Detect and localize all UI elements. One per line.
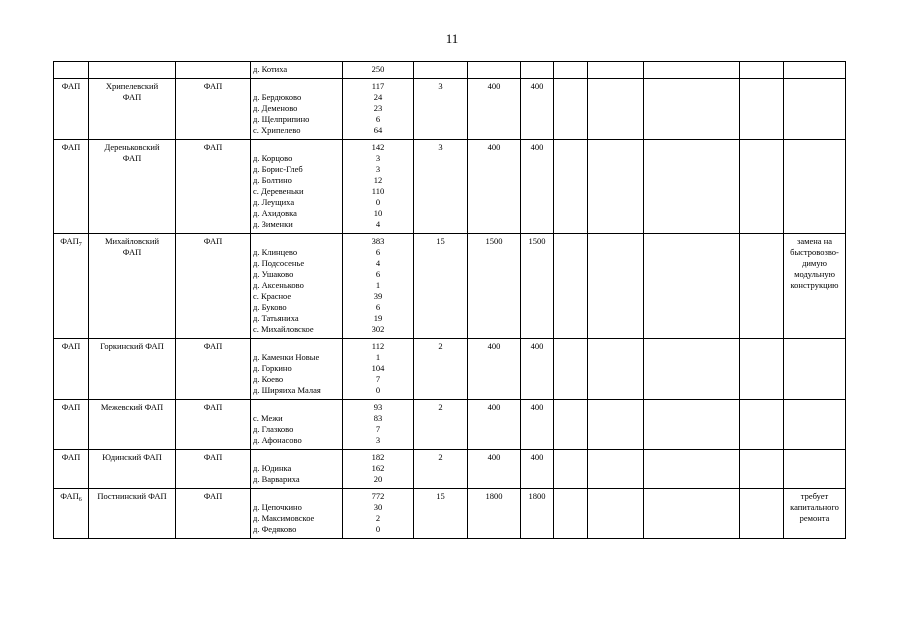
population-value: 23 bbox=[373, 103, 383, 113]
population-value: 2 bbox=[375, 513, 381, 523]
settlement-name: д. Глазково bbox=[253, 424, 294, 434]
population-value: 4 bbox=[375, 219, 381, 229]
population-cell bbox=[343, 62, 414, 79]
settlement-name: д. Аксеньково bbox=[253, 280, 304, 290]
value-col5: 2 bbox=[438, 341, 443, 351]
spacer bbox=[253, 236, 340, 247]
empty-cell bbox=[588, 62, 644, 79]
facility-form-cell bbox=[176, 400, 251, 450]
settlement-name: д. Федяково bbox=[253, 524, 297, 534]
facility-type: ФАП bbox=[60, 236, 79, 246]
facility-type: ФАП bbox=[61, 81, 81, 91]
settlements-cell bbox=[251, 62, 343, 79]
value-cell bbox=[468, 489, 521, 539]
settlements-cell bbox=[251, 489, 343, 539]
note-cell bbox=[784, 450, 846, 489]
value-col5: 2 bbox=[438, 402, 443, 412]
value-col7: 400 bbox=[530, 142, 544, 152]
facility-type-cell bbox=[54, 62, 89, 79]
value-cell bbox=[414, 140, 468, 234]
empty-cell bbox=[644, 140, 740, 234]
settlement-name: д. Подсосенье bbox=[253, 258, 305, 268]
population-value: 83 bbox=[373, 413, 383, 423]
note-line: капитального bbox=[790, 502, 839, 512]
value-cell bbox=[414, 489, 468, 539]
empty-cell bbox=[554, 450, 588, 489]
settlement-name: д. Леущиха bbox=[253, 197, 295, 207]
settlement-name: д. Клинцево bbox=[253, 247, 298, 257]
facility-form-cell bbox=[176, 234, 251, 339]
empty-cell bbox=[644, 62, 740, 79]
population-value: 383 bbox=[371, 236, 385, 246]
facility-name-cell bbox=[89, 339, 176, 400]
facility-type: ФАП bbox=[61, 452, 81, 462]
empty-cell bbox=[588, 79, 644, 140]
table-row bbox=[54, 450, 846, 489]
note-cell bbox=[784, 339, 846, 400]
note-line: требует bbox=[800, 491, 829, 501]
facility-name-line: Постнинский ФАП bbox=[97, 491, 167, 501]
empty-cell bbox=[740, 450, 784, 489]
facility-name-line: Хрипелевский bbox=[105, 81, 159, 91]
settlement-name: д. Каменки Новые bbox=[253, 352, 320, 362]
facility-type-cell bbox=[54, 450, 89, 489]
value-col7: 400 bbox=[530, 341, 544, 351]
settlement-name: с. Деревеньки bbox=[253, 186, 304, 196]
settlement-name: д. Ахидовка bbox=[253, 208, 297, 218]
facility-form: ФАП bbox=[203, 236, 223, 246]
facility-name-line: Михайловский bbox=[104, 236, 160, 246]
settlements-cell bbox=[251, 400, 343, 450]
settlement-name: д. Зименки bbox=[253, 219, 293, 229]
facility-type-cell bbox=[54, 140, 89, 234]
empty-cell bbox=[588, 140, 644, 234]
table-row bbox=[54, 339, 846, 400]
value-cell bbox=[468, 400, 521, 450]
facilities-table bbox=[53, 61, 846, 539]
facility-name-line: ФАП bbox=[122, 247, 142, 257]
value-col5: 3 bbox=[438, 81, 443, 91]
facility-type: ФАП bbox=[61, 402, 81, 412]
population-value: 3 bbox=[375, 153, 381, 163]
population-value: 6 bbox=[375, 302, 381, 312]
value-cell bbox=[521, 450, 554, 489]
population-value: 6 bbox=[375, 269, 381, 279]
population-cell bbox=[343, 400, 414, 450]
facility-form-cell bbox=[176, 62, 251, 79]
population-value: 93 bbox=[373, 402, 383, 412]
note-line: замена на bbox=[796, 236, 833, 246]
population-value: 7 bbox=[375, 424, 381, 434]
empty-cell bbox=[554, 489, 588, 539]
population-value: 0 bbox=[375, 385, 381, 395]
population-cell bbox=[343, 79, 414, 140]
empty-cell bbox=[740, 234, 784, 339]
value-col5: 2 bbox=[438, 452, 443, 462]
facility-type-cell bbox=[54, 339, 89, 400]
population-value: 182 bbox=[371, 452, 385, 462]
value-cell bbox=[414, 79, 468, 140]
spacer bbox=[253, 341, 340, 352]
table-row bbox=[54, 234, 846, 339]
population-value: 117 bbox=[371, 81, 385, 91]
facility-type: ФАП bbox=[60, 491, 79, 501]
facility-type: ФАП bbox=[61, 142, 81, 152]
population-value: 0 bbox=[375, 197, 381, 207]
settlement-name: д. Цепочкино bbox=[253, 502, 302, 512]
note-line: конструкцию bbox=[790, 280, 839, 290]
facility-form-cell bbox=[176, 489, 251, 539]
value-col7: 400 bbox=[530, 81, 544, 91]
value-cell bbox=[414, 234, 468, 339]
facility-type-subscript: 6 bbox=[78, 497, 82, 503]
facility-form: ФАП bbox=[203, 402, 223, 412]
spacer bbox=[253, 402, 340, 413]
facility-name-cell bbox=[89, 140, 176, 234]
value-cell bbox=[414, 339, 468, 400]
empty-cell bbox=[740, 79, 784, 140]
value-cell bbox=[468, 234, 521, 339]
note-cell bbox=[784, 62, 846, 79]
table-row bbox=[54, 79, 846, 140]
settlement-name: д. Борис-Глеб bbox=[253, 164, 303, 174]
value-cell bbox=[521, 339, 554, 400]
settlement-name: д. Максимовское bbox=[253, 513, 315, 523]
empty-cell bbox=[644, 450, 740, 489]
value-cell bbox=[468, 79, 521, 140]
value-col6: 1500 bbox=[485, 236, 503, 246]
facility-form: ФАП bbox=[203, 341, 223, 351]
population-value: 0 bbox=[375, 524, 381, 534]
empty-cell bbox=[644, 489, 740, 539]
note-cell bbox=[784, 489, 846, 539]
facility-type: ФАП bbox=[61, 341, 81, 351]
empty-cell bbox=[740, 140, 784, 234]
value-cell bbox=[521, 140, 554, 234]
settlements-cell bbox=[251, 79, 343, 140]
empty-cell bbox=[554, 234, 588, 339]
settlement-name: д. Татьяниха bbox=[253, 313, 299, 323]
note-line: димую bbox=[802, 258, 827, 268]
facility-type-cell bbox=[54, 400, 89, 450]
facility-name-line: Дереньковский bbox=[104, 142, 160, 152]
facility-form: ФАП bbox=[203, 491, 223, 501]
population-value: 250 bbox=[371, 64, 385, 74]
empty-cell bbox=[554, 400, 588, 450]
value-cell bbox=[521, 489, 554, 539]
population-cell bbox=[343, 339, 414, 400]
population-value: 142 bbox=[371, 142, 385, 152]
settlement-name: д. Котиха bbox=[253, 64, 288, 74]
facility-name-line: Горкинский ФАП bbox=[100, 341, 164, 351]
note-line: быстровозво- bbox=[790, 247, 839, 257]
value-cell bbox=[521, 79, 554, 140]
population-value: 104 bbox=[371, 363, 385, 373]
facility-type-cell bbox=[54, 234, 89, 339]
table-row bbox=[54, 62, 846, 79]
settlement-name: с. Межи bbox=[253, 413, 283, 423]
value-cell bbox=[521, 62, 554, 79]
settlement-name: д. Корцово bbox=[253, 153, 293, 163]
settlements-cell bbox=[251, 234, 343, 339]
population-value: 302 bbox=[371, 324, 385, 334]
population-value: 3 bbox=[375, 164, 381, 174]
settlement-name: д. Горкино bbox=[253, 363, 292, 373]
value-col6: 400 bbox=[487, 341, 501, 351]
value-col7: 1800 bbox=[528, 491, 546, 501]
facility-name-cell bbox=[89, 62, 176, 79]
facility-form: ФАП bbox=[203, 142, 223, 152]
value-col6: 400 bbox=[487, 142, 501, 152]
value-cell bbox=[468, 140, 521, 234]
settlements-cell bbox=[251, 140, 343, 234]
empty-cell bbox=[588, 339, 644, 400]
empty-cell bbox=[644, 339, 740, 400]
spacer bbox=[253, 142, 340, 153]
spacer bbox=[253, 491, 340, 502]
empty-cell bbox=[588, 450, 644, 489]
facility-form: ФАП bbox=[203, 452, 223, 462]
population-cell bbox=[343, 234, 414, 339]
settlement-name: с. Хрипелево bbox=[253, 125, 301, 135]
value-col6: 400 bbox=[487, 452, 501, 462]
empty-cell bbox=[554, 62, 588, 79]
population-value: 110 bbox=[371, 186, 385, 196]
settlement-name: д. Щелприпино bbox=[253, 114, 310, 124]
value-cell bbox=[414, 62, 468, 79]
facility-name-line: Юдинский ФАП bbox=[102, 452, 162, 462]
spacer bbox=[253, 452, 340, 463]
settlement-name: д. Болтино bbox=[253, 175, 292, 185]
population-value: 12 bbox=[373, 175, 383, 185]
settlements-cell bbox=[251, 339, 343, 400]
facility-type-subscript: 7 bbox=[78, 242, 82, 248]
settlement-name: с. Красное bbox=[253, 291, 292, 301]
population-value: 24 bbox=[373, 92, 383, 102]
settlement-name: д. Ушаково bbox=[253, 269, 294, 279]
empty-cell bbox=[740, 489, 784, 539]
population-value: 30 bbox=[373, 502, 383, 512]
population-value: 162 bbox=[371, 463, 385, 473]
population-value: 6 bbox=[375, 247, 381, 257]
facility-form-cell bbox=[176, 450, 251, 489]
empty-cell bbox=[588, 489, 644, 539]
facility-name-line: Межевский ФАП bbox=[100, 402, 164, 412]
facility-name-cell bbox=[89, 489, 176, 539]
population-value: 6 bbox=[375, 114, 381, 124]
value-cell bbox=[468, 62, 521, 79]
facility-form-cell bbox=[176, 79, 251, 140]
population-value: 3 bbox=[375, 435, 381, 445]
settlement-name: д. Бердюково bbox=[253, 92, 302, 102]
value-col5: 15 bbox=[436, 236, 445, 246]
population-value: 64 bbox=[373, 125, 383, 135]
empty-cell bbox=[554, 339, 588, 400]
facility-name-line: ФАП bbox=[122, 92, 142, 102]
population-value: 7 bbox=[375, 374, 381, 384]
settlement-name: д. Афонасово bbox=[253, 435, 302, 445]
facility-form-cell bbox=[176, 140, 251, 234]
note-cell bbox=[784, 140, 846, 234]
facility-name-cell bbox=[89, 79, 176, 140]
table-row bbox=[54, 489, 846, 539]
facility-name-cell bbox=[89, 400, 176, 450]
population-value: 4 bbox=[375, 258, 381, 268]
table-body bbox=[54, 62, 846, 539]
population-value: 20 bbox=[373, 474, 383, 484]
note-line: ремонта bbox=[799, 513, 830, 523]
population-value: 1 bbox=[375, 352, 381, 362]
settlement-name: д. Буково bbox=[253, 302, 287, 312]
population-value: 19 bbox=[373, 313, 383, 323]
value-cell bbox=[468, 450, 521, 489]
facility-form: ФАП bbox=[203, 81, 223, 91]
facility-type-cell bbox=[54, 79, 89, 140]
empty-cell bbox=[644, 79, 740, 140]
value-col5: 15 bbox=[436, 491, 445, 501]
population-value: 772 bbox=[371, 491, 385, 501]
population-cell bbox=[343, 489, 414, 539]
note-line: модульную bbox=[794, 269, 835, 279]
empty-cell bbox=[554, 140, 588, 234]
population-cell bbox=[343, 140, 414, 234]
empty-cell bbox=[588, 400, 644, 450]
value-cell bbox=[414, 400, 468, 450]
value-col6: 400 bbox=[487, 402, 501, 412]
note-cell bbox=[784, 234, 846, 339]
value-col6: 1800 bbox=[485, 491, 503, 501]
value-cell bbox=[521, 400, 554, 450]
empty-cell bbox=[554, 79, 588, 140]
value-col7: 1500 bbox=[528, 236, 546, 246]
empty-cell bbox=[588, 234, 644, 339]
facility-type-cell bbox=[54, 489, 89, 539]
settlement-name: д. Коево bbox=[253, 374, 284, 384]
population-cell bbox=[343, 450, 414, 489]
empty-cell bbox=[740, 339, 784, 400]
population-value: 1 bbox=[375, 280, 381, 290]
settlement-name: д. Деменово bbox=[253, 103, 298, 113]
settlements-cell bbox=[251, 450, 343, 489]
settlement-name: д. Ширяиха Малая bbox=[253, 385, 321, 395]
empty-cell bbox=[644, 234, 740, 339]
facility-name-cell bbox=[89, 450, 176, 489]
population-value: 112 bbox=[371, 341, 385, 351]
settlement-name: д. Юдинка bbox=[253, 463, 292, 473]
population-value: 10 bbox=[373, 208, 383, 218]
population-value: 39 bbox=[373, 291, 383, 301]
settlement-name: д. Варвариха bbox=[253, 474, 300, 484]
value-col5: 3 bbox=[438, 142, 443, 152]
value-cell bbox=[414, 450, 468, 489]
value-col6: 400 bbox=[487, 81, 501, 91]
empty-cell bbox=[740, 400, 784, 450]
value-col7: 400 bbox=[530, 452, 544, 462]
settlement-name: с. Михайловское bbox=[253, 324, 314, 334]
facility-name-line: ФАП bbox=[122, 153, 142, 163]
value-col7: 400 bbox=[530, 402, 544, 412]
facility-name-cell bbox=[89, 234, 176, 339]
note-cell bbox=[784, 400, 846, 450]
table-row bbox=[54, 400, 846, 450]
value-cell bbox=[521, 234, 554, 339]
facility-form-cell bbox=[176, 339, 251, 400]
empty-cell bbox=[740, 62, 784, 79]
spacer bbox=[253, 81, 340, 92]
page-number: 11 bbox=[445, 31, 459, 46]
value-cell bbox=[468, 339, 521, 400]
table-row bbox=[54, 140, 846, 234]
empty-cell bbox=[644, 400, 740, 450]
note-cell bbox=[784, 79, 846, 140]
